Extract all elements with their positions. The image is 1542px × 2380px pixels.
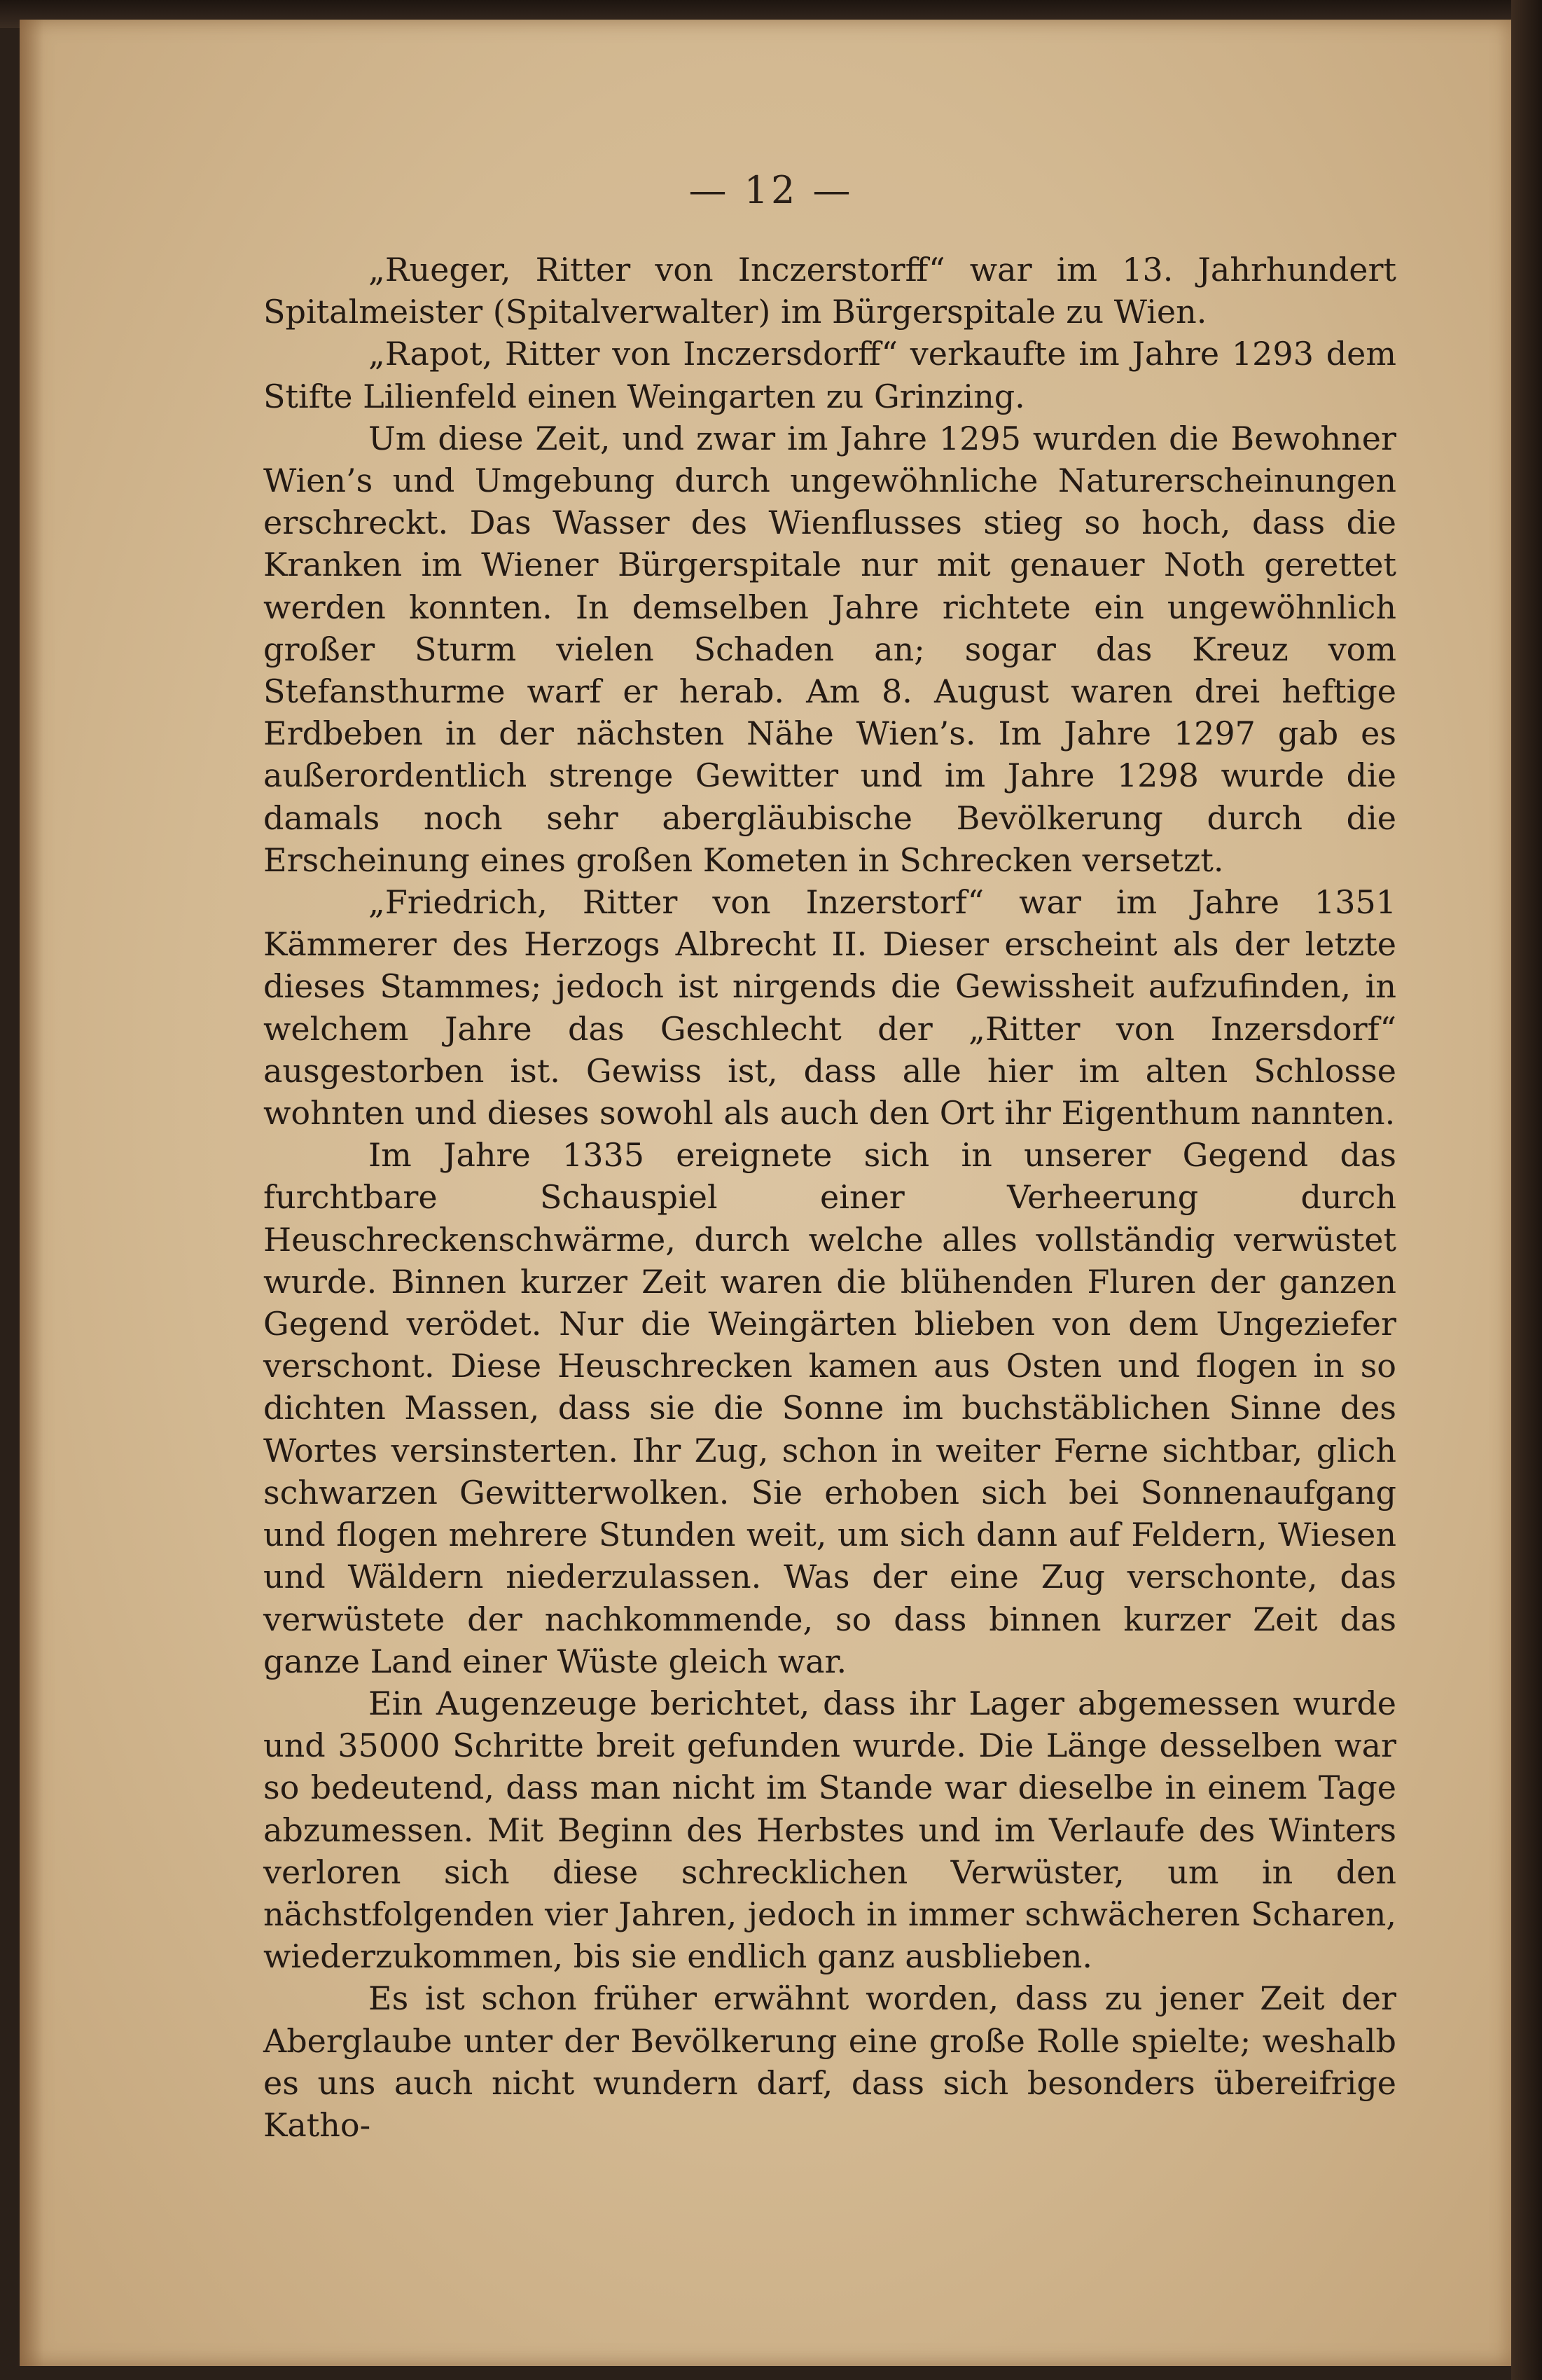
book-spine	[1511, 0, 1542, 2380]
paragraph: Ein Augenzeuge berichtet, dass ihr Lager abgemessen wurde und 35000 Schritte breit gefunden wurde. Die Länge desselben war so bedeutend, dass man nicht im Stande war dieselbe in einem Tage abzumessen. Mit Beginn des Herbstes und im Verlaufe des Winters verloren sich diese schrecklichen Verwüster, um in den nächstfolgenden vier Jahren, jedoch in immer schwächeren Scharen, wiederzukommen, bis sie endlich ganz ausblieben.	[263, 1684, 1396, 1976]
paragraph: „Rapot, Ritter von Inczersdorff“ verkaufte im Jahre 1293 dem Stifte Lilienfeld einen Weingarten zu Grinzing.	[263, 335, 1396, 415]
paragraph: Um diese Zeit, und zwar im Jahre 1295 wurden die Bewohner Wien’s und Umgebung durch ungewöhnliche Naturerscheinungen erschreckt. Das Wasser des Wienflusses stieg so hoch, dass die Kranken im Wiener Bürgerspitale nur mit genauer Noth gerettet werden konnten. In demselben Jahre richtete ein ungewöhnlich großer Sturm vielen Schaden an; sogar das Kreuz vom Stefansthurme warf er herab. Am 8. August waren drei heftige Erdbeben in der nächsten Nähe Wien’s. Im Jahre 1297 gab es außerordentlich strenge Gewitter und im Jahre 1298 wurde die damals noch sehr abergläubische Bevölkerung durch die Erscheinung eines großen Kometen in Schrecken versetzt.	[263, 419, 1396, 879]
paragraph: Es ist schon früher erwähnt worden, dass zu jener Zeit der Aberglaube unter der Bevölkerung eine große Rolle spielte; weshalb es uns auch nicht wundern darf, dass sich besonders übereifrige Katho-	[263, 1979, 1396, 2144]
page-text	[263, 249, 1396, 2146]
paragraph: „Friedrich, Ritter von Inzerstorf“ war im Jahre 1351 Kämmerer des Herzogs Albrecht II. Dieser erscheint als der letzte dieses Stammes; jedoch ist nirgends die Gewissheit aufzufinden, in welchem Jahre das Geschlecht der „Ritter von Inzersdorf“ ausgestorben ist. Gewiss ist, dass alle hier im alten Schlosse wohnten und dieses sowohl als auch den Ort ihr Eigenthum nannten.	[263, 883, 1396, 1133]
paragraph: Im Jahre 1335 ereignete sich in unserer Gegend das furchtbare Schauspiel einer Verheerung durch Heuschreckenschwärme, durch welche alles vollständig verwüstet wurde. Binnen kurzer Zeit waren die blühenden Fluren der ganzen Gegend verödet. Nur die Weingärten blieben von dem Ungeziefer verschont. Diese Heuschrecken kamen aus Osten und flogen in so dichten Massen, dass sie die Sonne im buchstäblichen Sinne des Wortes versinsterten. Ihr Zug, schon in weiter Ferne sichtbar, glich schwarzen Gewitterwolken. Sie erhoben sich bei Sonnenaufgang und flogen mehrere Stunden weit, um sich dann auf Feldern, Wiesen und Wäldern niederzulassen. Was der eine Zug verschonte, das verwüstete der nachkommende, so dass binnen kurzer Zeit das ganze Land einer Wüste gleich war.	[263, 1136, 1396, 1680]
page-number: — 12 —	[688, 168, 854, 212]
paragraph: „Rueger, Ritter von Inczerstorff“ war im 13. Jahrhundert Spitalmeister (Spitalverwalter) im Bürgerspitale zu Wien.	[263, 251, 1396, 331]
